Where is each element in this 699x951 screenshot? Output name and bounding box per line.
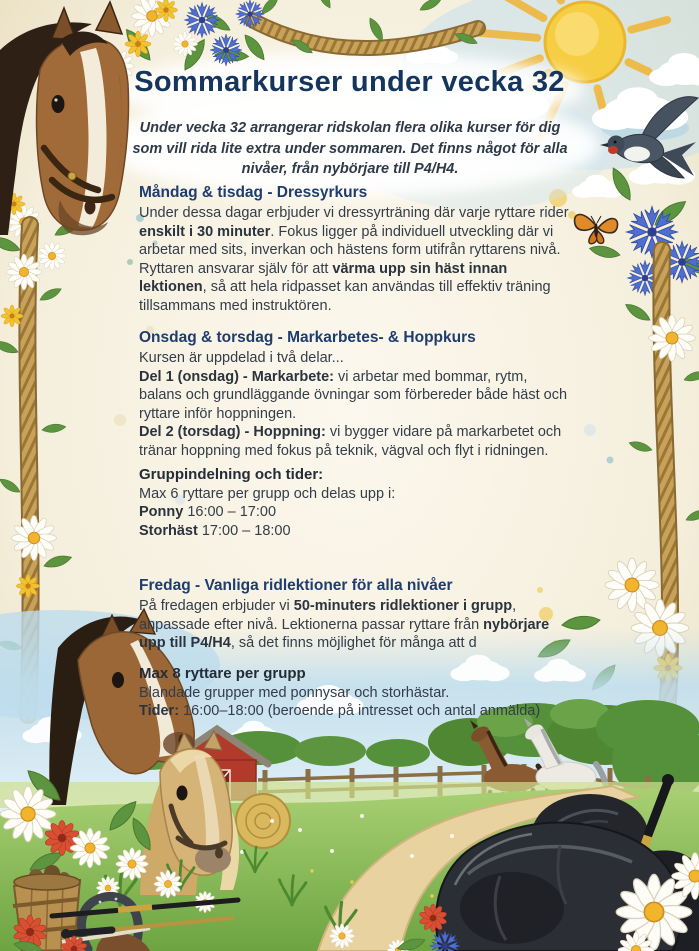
section-text-line: Del 1 (onsdag) - Markarbete: vi arbetar med bommar, rytm, balans och grundläggande övningar som förbereder både häst och ryttare inför hoppningen. bbox=[139, 368, 568, 422]
section-heading-gruppindelning: Gruppindelning och tider: bbox=[139, 465, 324, 483]
section-heading-dressyrkurs: Måndag & tisdag - Dressyrkurs bbox=[139, 184, 368, 201]
section-heading-markarbetes-hoppkurs: Onsdag & torsdag - Markarbetes- & Hoppkurs bbox=[139, 329, 476, 347]
section-text-line: Ponny 16:00 – 17:00 bbox=[139, 504, 277, 521]
section-text-line: Storhäst 17:00 – 18:00 bbox=[139, 522, 291, 539]
section-dressyrkurs bbox=[139, 184, 569, 315]
intro-text: Under vecka 32 arrangerar ridskolan flera olika kurser för dig som vill rida lite extra under sommaren. Det finns något för alla nivåer, från nybörjare till P4/H4. bbox=[132, 120, 568, 178]
section-text-line: På fredagen erbjuder vi 50-minuters ridlektioner i grupp, anpassade efter nivå. Lektionerna passar ryttare från nybörjare upp till P4/H4, så det finns möjlighet för många att d bbox=[139, 598, 550, 652]
section-max-8-ryttare bbox=[139, 665, 569, 721]
section-text-line: Max 6 ryttare per grupp och delas upp i: bbox=[139, 485, 396, 502]
section-markarbetes-hoppkurs bbox=[139, 329, 569, 460]
section-text-line: Del 2 (torsdag) - Hoppning: vi bygger vidare på markarbetet och tränar hoppning med fokus på teknik, vägval och flyt i ridningen. bbox=[139, 424, 562, 460]
page-title: Sommarkurser under vecka 32 bbox=[134, 66, 565, 98]
section-text-line: Under dessa dagar erbjuder vi dressyrträning där varje ryttare rider enskilt i 30 minuter. Fokus ligger på individuell utveckling där vi arbetar med sits, inverkan och hästens form utifrån ryttarens nivå. bbox=[139, 205, 569, 259]
section-heading-max-8-ryttare: Max 8 ryttare per grupp bbox=[139, 664, 306, 682]
section-text-line: Blandade grupper med ponnysar och storhästar. bbox=[139, 684, 450, 701]
section-fredag-ridlektioner bbox=[139, 577, 569, 653]
section-text-line: Tider: 16:00–18:00 (beroende på intresset och antal anmälda) bbox=[139, 703, 541, 720]
section-text-line: Kursen är uppdelad i två delar... bbox=[139, 350, 344, 367]
course-sections bbox=[139, 184, 569, 721]
section-gruppindelning bbox=[139, 466, 569, 541]
section-text-line: Ryttaren ansvarar själv för att värma upp sin häst innan lektionen, så att hela ridpasset kan användas till effektiv träning tillsammans med instruktören. bbox=[139, 260, 551, 314]
section-heading-fredag-ridlektioner: Fredag - Vanliga ridlektioner för alla nivåer bbox=[139, 577, 453, 595]
